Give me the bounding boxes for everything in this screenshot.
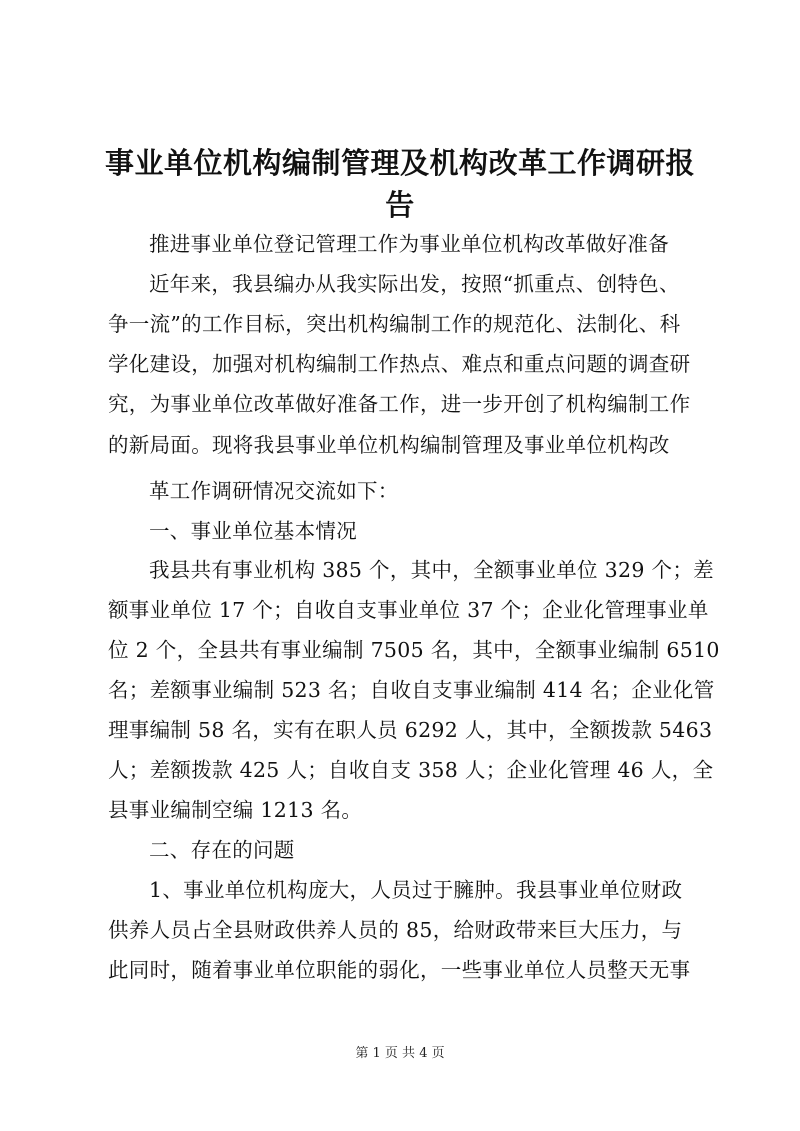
paragraph-line: 我县共有事业机构 385 个，其中，全额事业单位 329 个；差 [149, 558, 714, 582]
page-number-footer: 第 1 页 共 4 页 [355, 1046, 445, 1061]
paragraph-line: 究，为事业单位改革做好准备工作，进一步开创了机构编制工作 [108, 392, 691, 416]
paragraph-line: 名；差额事业编制 523 名；自收自支事业编制 414 名；企业化管 [108, 678, 715, 702]
paragraph-line: 位 2 个，全县共有事业编制 7505 名，其中，全额事业编制 6510 [108, 638, 720, 662]
paragraph-line: 的新局面。现将我县事业单位机构编制管理及事业单位机构改 [108, 433, 670, 457]
paragraph-line: 革工作调研情况交流如下： [149, 479, 399, 503]
paragraph-line: 供养人员占全县财政供养人员的 85，给财政带来巨大压力，与 [108, 918, 683, 942]
paragraph-line: 近年来，我县编办从我实际出发，按照“抓重点、创特色、 [149, 272, 680, 296]
paragraph-line: 理事编制 58 名，实有在职人员 6292 人，其中，全额拨款 5463 [108, 718, 713, 742]
paragraph-line: 县事业编制空编 1213 名。 [108, 798, 363, 822]
paragraph-line: 1、事业单位机构庞大，人员过于臃肿。我县事业单位财政 [149, 878, 683, 902]
paragraph-line: 额事业单位 17 个；自收自支事业单位 37 个；企业化管理事业单 [108, 598, 709, 622]
section-heading-1: 一、事业单位基本情况 [149, 519, 357, 543]
paragraph-line: 此同时，随着事业单位职能的弱化，一些事业单位人员整天无事 [108, 958, 691, 982]
section-heading-2: 二、存在的问题 [149, 838, 295, 862]
paragraph-line: 争一流”的工作目标，突出机构编制工作的规范化、法制化、科 [108, 312, 681, 336]
paragraph-line: 学化建设，加强对机构编制工作热点、难点和重点问题的调查研 [108, 352, 691, 376]
paragraph-line: 人；差额拨款 425 人；自收自支 358 人；企业化管理 46 人，全 [108, 758, 714, 782]
subtitle-line: 推进事业单位登记管理工作为事业单位机构改革做好准备 [149, 232, 669, 256]
document-title-line-2: 告 [385, 188, 415, 222]
document-title-line-1: 事业单位机构编制管理及机构改革工作调研报 [104, 146, 695, 180]
